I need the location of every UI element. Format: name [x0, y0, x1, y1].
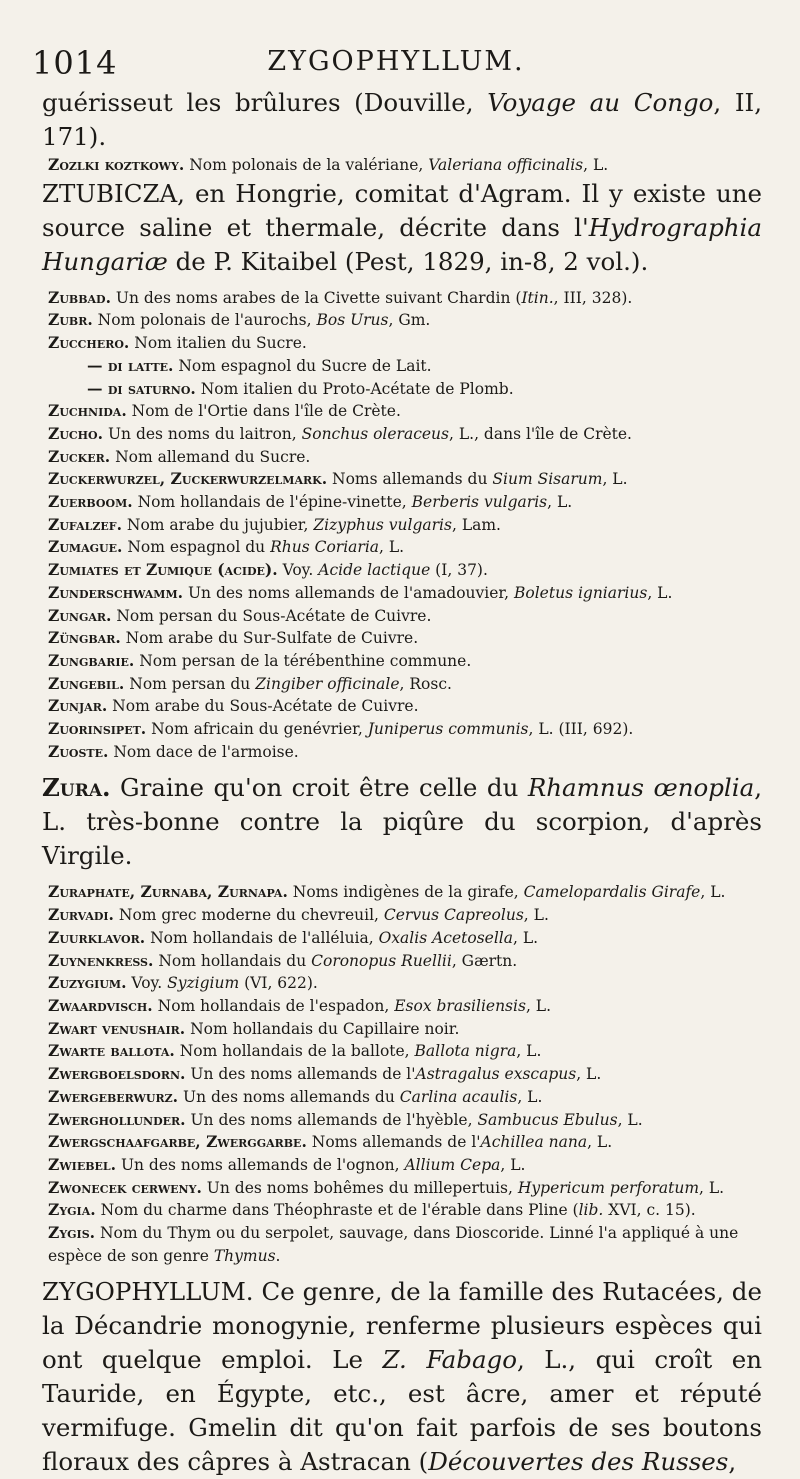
entry-zygia: Zygia. Nom du charme dans Théophraste et de l'érable dans Pline (lib. XVI, c. 15).	[48, 1200, 696, 1220]
entry-zubr: Zubr. Nom polonais de l'aurochs, Bos Urus, Gm.	[48, 310, 431, 330]
entry-zuorinsipet: Zuorinsipet. Nom africain du genévrier, Juniperus communis, L. (III, 692).	[48, 719, 634, 739]
entry-zwart-venushair: Zwart venushair. Nom hollandais du Capillaire noir.	[48, 1018, 460, 1038]
entry-zumague: Zumague. Nom espagnol du Rhus Coriaria, L.	[48, 537, 405, 557]
entry-zuynenkress: Zuynenkress. Nom hollandais du Coronopus Ruellii, Gærtn.	[48, 950, 518, 970]
entry-zungbar: Züngbar. Nom arabe du Sur-Sulfate de Cuivre.	[48, 628, 419, 648]
entry-di-latte: — di latte. Nom espagnol du Sucre de Lait.	[87, 355, 432, 375]
entry-zucho: Zucho. Un des noms du laitron, Sonchus oleraceus, L., dans l'île de Crète.	[48, 423, 632, 443]
entry-zura: Zura. Graine qu'on croit être celle du Rhamnus œnoplia, L. très-bonne contre la piqûre du scorpion, d'après Virgile.	[42, 773, 762, 871]
entry-zwiebel: Zwiebel. Un des noms allemands de l'ognon, Allium Cepa, L.	[48, 1154, 526, 1174]
entry-zufalzef: Zufalzef. Nom arabe du jujubier, Zizyphus vulgaris, Lam.	[48, 514, 501, 534]
entry-zwergeberwurz: Zwergeberwurz. Un des noms allemands du Carlina acaulis, L.	[48, 1086, 543, 1106]
running-title: ZYGOPHYLLUM.	[267, 46, 525, 77]
entry-di-saturno: — di saturno. Nom italien du Proto-Acétate de Plomb.	[87, 378, 514, 398]
dictionary-text	[42, 86, 762, 1479]
entry-zungar: Zungar. Nom persan du Sous-Acétate de Cuivre.	[48, 605, 432, 625]
page-header	[32, 44, 760, 84]
entry-zungebil: Zungebil. Nom persan du Zingiber officinale, Rosc.	[48, 673, 452, 693]
entry-zuurklavor: Zuurklavor. Nom hollandais de l'alléluia, Oxalis Acetosella, L.	[48, 927, 539, 947]
entry-zuerboom: Zuerboom. Nom hollandais de l'épine-vinette, Berberis vulgaris, L.	[48, 492, 573, 512]
entry-zuchnida: Zuchnida. Nom de l'Ortie dans l'île de Crète.	[48, 401, 401, 421]
entry-zunderschwamm: Zunderschwamm. Un des noms allemands de l'amadouvier, Boletus igniarius, L.	[48, 582, 673, 602]
entry-zuoste: Zuoste. Nom dace de l'armoise.	[48, 741, 299, 761]
entry-zwarte-ballota: Zwarte ballota. Nom hollandais de la ballote, Ballota nigra, L.	[48, 1041, 542, 1061]
entry-zuckerwurzel: Zuckerwurzel, Zuckerwurzelmark. Noms allemands du Sium Sisarum, L.	[48, 469, 628, 489]
entry-zubbad: Zubbad. Un des noms arabes de la Civette suivant Chardin (Itin., III, 328).	[48, 287, 633, 307]
entry-zungbarie: Zungbarie. Nom persan de la térébenthine commune.	[48, 650, 472, 670]
entry-zozlki: Zozlki koztkowy. Nom polonais de la valériane, Valeriana officinalis, L.	[48, 155, 609, 174]
page-number: 1014	[32, 44, 118, 82]
entry-zuraphate: Zuraphate, Zurnaba, Zurnapa. Noms indigènes de la girafe, Camelopardalis Girafe, L.	[48, 882, 726, 902]
entry-zwerghollunder: Zwerghollunder. Un des noms allemands de l'hyèble, Sambucus Ebulus, L.	[48, 1109, 643, 1129]
entry-zygis: Zygis. Nom du Thym ou du serpolet, sauvage, dans Dioscoride. Linné l'a appliqué à une espèce de son genre Thymus.	[48, 1223, 739, 1265]
entry-zucker: Zucker. Nom allemand du Sucre.	[48, 446, 311, 466]
entry-zwergschaafgarbe: Zwergschaafgarbe, Zwerggarbe. Noms allemands de l'Achillea nana, L.	[48, 1132, 613, 1152]
entry-zwaardvisch: Zwaardvisch. Nom hollandais de l'espadon, Esox brasiliensis, L.	[48, 995, 552, 1015]
entry-zunjar: Zunjar. Nom arabe du Sous-Acétate de Cuivre.	[48, 696, 419, 716]
entry-zurvadi: Zurvadi. Nom grec moderne du chevreuil, Cervus Capreolus, L.	[48, 905, 549, 925]
entry-zucchero: Zucchero. Nom italien du Sucre.	[48, 333, 307, 353]
entry-zygophyllum: ZYGOPHYLLUM. Ce genre, de la famille des Rutacées, de la Décandrie monogynie, renferme plusieurs espèces qui ont quelque emploi. Le Z. Fabago, L., qui croît en Tauride, en Égypte, etc., est âcre, amer et réputé vermifuge. Gmelin dit qu'on fait parfois de ses boutons floraux des câpres à Astracan (Découvertes des Russes,	[42, 1277, 762, 1477]
entry-zwergboelsdorn: Zwergboelsdorn. Un des noms allemands de l'Astragalus exscapus, L.	[48, 1064, 602, 1084]
entry-zuzygium: Zuzygium. Voy. Syzigium (VI, 622).	[48, 973, 318, 993]
entry-ztubicza: ZTUBICZA, en Hongrie, comitat d'Agram. Il y existe une source saline et thermale, décrite dans l'Hydrographia Hungariæ de P. Kitaibel (Pest, 1829, in-8, 2 vol.).	[42, 178, 762, 276]
entry-zwonecek: Zwonecek cerweny. Un des noms bohêmes du millepertuis, Hypericum perforatum, L.	[48, 1177, 725, 1197]
entry-continuation: guérisseut les brûlures (Douville, Voyage au Congo, II, 171).	[42, 88, 762, 151]
entry-zumiates: Zumiates et Zumique (acide). Voy. Acide lactique (I, 37).	[48, 560, 488, 580]
